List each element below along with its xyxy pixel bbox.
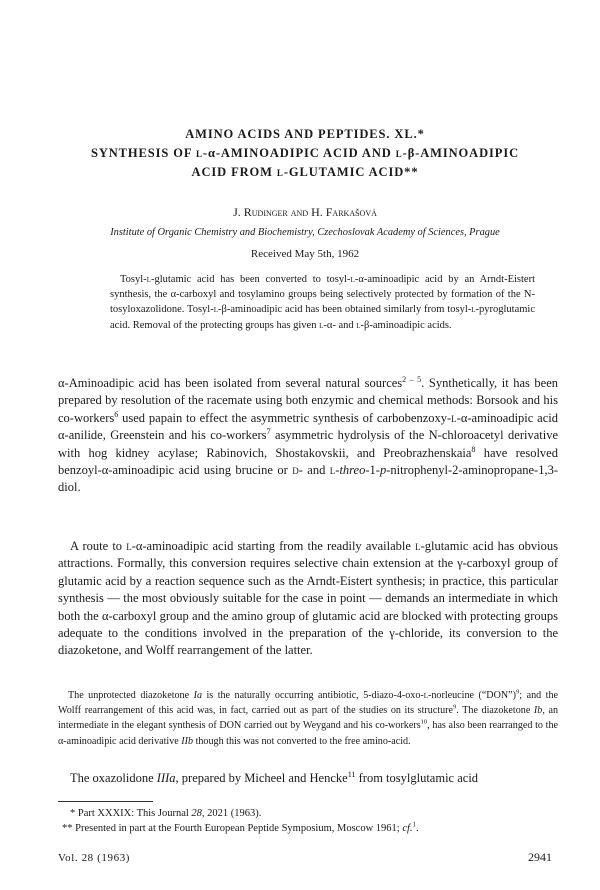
journal-volume: Vol. 28 (1963) xyxy=(58,852,131,864)
footnote-2: ** Presented in part at the Fourth European Peptide Symposium, Moscow 1961; cf.$^1$. xyxy=(62,821,419,834)
page-number: 2941 xyxy=(528,850,552,864)
small-print-paragraph: The unprotected diazoketone Ia is the naturally occurring antibiotic, 5-diazo-4-oxo-l-norleucine (“DON”)$^9$; and the Wolff rearrangement of this acid was, in fact, carried out as part of the studies on its structure$^9$. The diazoketone Ib, an intermediate in the elegant synthesis of DON carried out by Weygand and his co-workers$^{10}$, has also been rearranged to the α-aminoadipic acid derivative IIb though this was not converted to the free amino-acid. xyxy=(58,688,558,747)
abstract: Tosyl-l-glutamic acid has been converted to tosyl-l-α-aminoadipic acid by an Arndt-Eistert synthesis, the α-carboxyl and tosylamino groups being selectively protected by formation of the N-tosyloxazolidone. Tosyl-l-β-aminoadipic acid has been obtained similarly from tosyl-l-pyroglutamic acid. Removal of the protecting groups has given l-α- and l-β-aminoadipic acids. xyxy=(110,274,535,331)
footnote-rule xyxy=(58,801,153,802)
article-title-line-3: ACID FROM l-GLUTAMIC ACID** xyxy=(191,165,419,179)
article-title-line-1: AMINO ACIDS AND PEPTIDES. XL.* xyxy=(185,127,425,141)
body-paragraph-1: α-Aminoadipic acid has been isolated from several natural sources$^{2 - 5}$. Synthetically, it has been prepared by resolution of the racemate using both enzymic and chemical methods: Borsook and his co-workers$^6$ used papain to effect the asymmetric synthesis of carbobenzoxy-l-α-aminoadipic acid α-anilide, Greenstein and his co-workers$^7$ asymmetric hydrolysis of the N-chloroacetyl derivative with hog kidney acylase; Rabinovich, Shostakovskii, and Preobrazhenskaia$^8$ have resolved benzoyl-α-aminoadipic acid using brucine or d- and l-threo-1-p-nitrophenyl-2-aminopropane-1,3-diol. xyxy=(58,374,559,495)
body-paragraph-3: The oxazolidone IIIa, prepared by Micheel and Hencke$^{11}$ from tosylglutamic acid xyxy=(70,769,479,785)
received-date: Received May 5th, 1962 xyxy=(250,248,360,260)
affiliation: Institute of Organic Chemistry and Biochemistry, Czechoslovak Academy of Sciences, Prague xyxy=(110,227,500,238)
body-paragraph-2: A route to l-α-aminoadipic acid starting from the readily available l-glutamic acid has obvious attractions. Formally, this conversion requires selective chain extension at the γ-carboxyl group of glutamic acid by a reaction sequence such as the Arndt-Eistert synthesis; in practice, this particular synthesis — the most obviously suitable for the case in point — demands an intermediate in which both the α-carboxyl group and the amino group of glutamic acid are blocked with protecting groups adequate to the conditions involved in the preparation of the γ-chloride, its conversion to the diazoketone, and Wolff rearrangement of the latter. xyxy=(58,539,558,658)
authors: J. Rudinger and H. Farkašová xyxy=(233,205,377,219)
footnote-1: * Part XXXIX: This Journal 28, 2021 (1963). xyxy=(70,808,262,819)
article-title-line-2: SYNTHESIS OF l-α-AMINOADIPIC ACID AND l-β-AMINOADIPIC xyxy=(90,146,520,160)
